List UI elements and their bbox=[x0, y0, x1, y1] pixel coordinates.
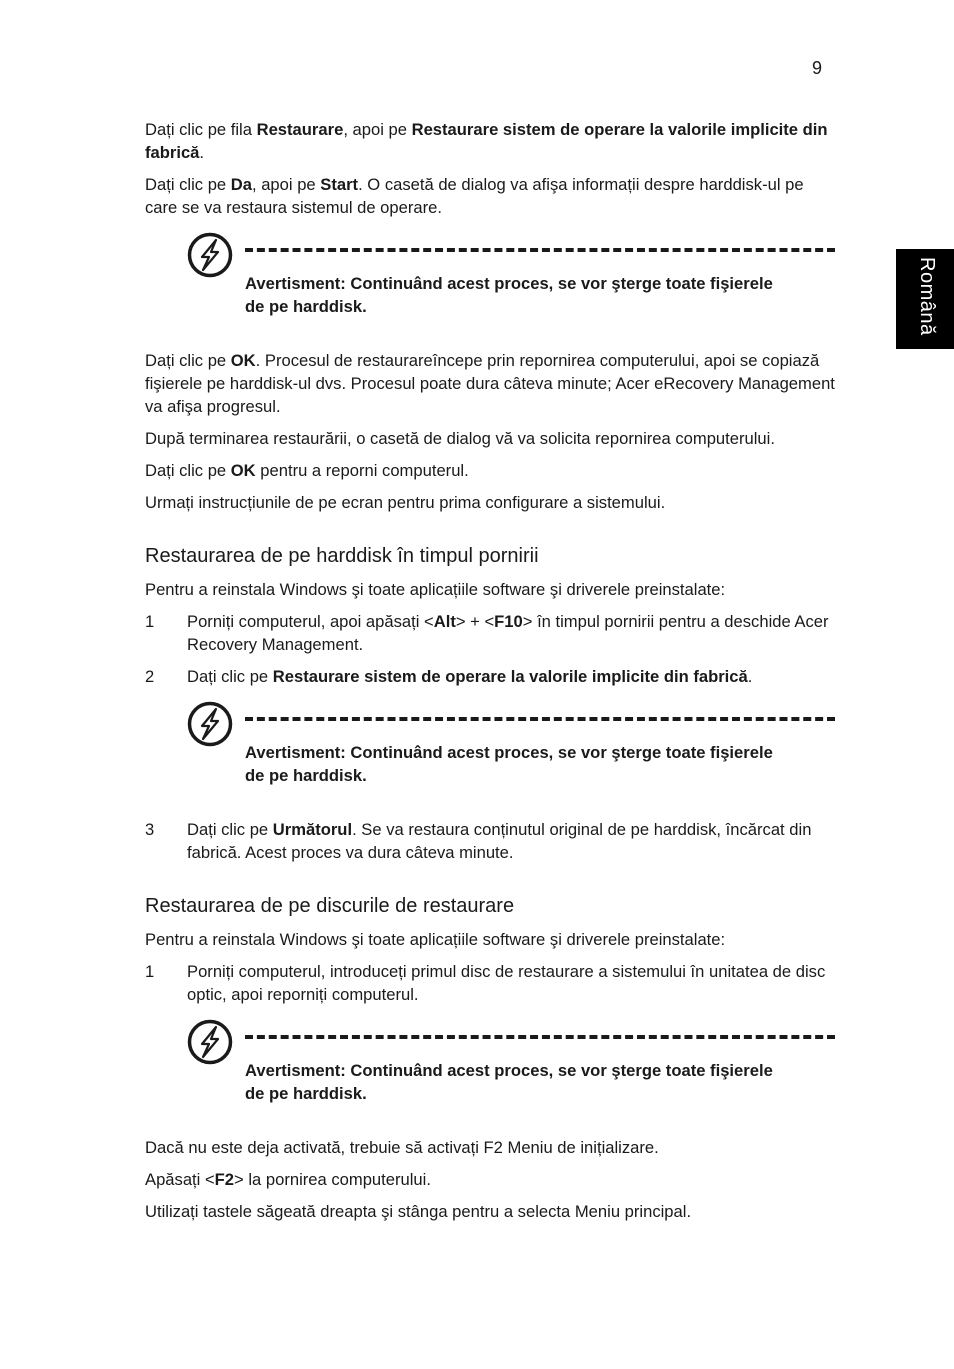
paragraph: Dați clic pe OK pentru a reporni computerul. bbox=[145, 461, 469, 480]
section-intro: Pentru a reinstala Windows şi toate aplicațiile software şi driverele preinstalate: bbox=[145, 580, 726, 599]
list-item bbox=[145, 610, 835, 656]
list-text: Dați clic pe Restaurare sistem de operare la valorile implicite din fabrică. bbox=[187, 667, 753, 686]
list-item bbox=[145, 665, 835, 688]
warning-text: Avertisment: Continuând acest proces, se vor şterge toate fişierele de pe harddisk. bbox=[245, 1061, 773, 1103]
list-text: Porniți computerul, introduceți primul disc de restaurare a sistemului în unitatea de disc optic, apoi reporniți computerul. bbox=[187, 962, 826, 1004]
paragraph: Dacă nu este deja activată, trebuie să activați F2 Meniu de inițializare. bbox=[145, 1138, 659, 1157]
language-tab-label: Română bbox=[916, 257, 938, 336]
warning-text: Avertisment: Continuând acest proces, se vor şterge toate fişierele de pe harddisk. bbox=[245, 743, 773, 785]
dashed-divider bbox=[245, 248, 835, 252]
page-number: 9 bbox=[812, 58, 823, 78]
list-number: 3 bbox=[145, 820, 155, 839]
list-item bbox=[145, 818, 835, 864]
list-number: 1 bbox=[145, 612, 155, 631]
dashed-divider bbox=[245, 717, 835, 721]
paragraph: Dați clic pe fila Restaurare, apoi pe Restaurare sistem de operare la valorile implicite din fabrică. bbox=[145, 120, 828, 162]
warning-box bbox=[145, 1019, 835, 1123]
warning-lightning-icon bbox=[187, 1019, 233, 1065]
warning-box bbox=[145, 701, 835, 805]
warning-lightning-icon bbox=[187, 232, 233, 278]
section-heading: Restaurarea de pe harddisk în timpul pornirii bbox=[145, 545, 539, 567]
language-tab bbox=[896, 249, 954, 349]
list-text: Dați clic pe Următorul. Se va restaura conținutul original de pe harddisk, încărcat din fabrică. Acest proces va dura câteva minute. bbox=[187, 820, 812, 862]
paragraph: Urmați instrucțiunile de pe ecran pentru prima configurare a sistemului. bbox=[145, 493, 666, 512]
paragraph: Utilizați tastele săgeată dreapta şi stânga pentru a selecta Meniu principal. bbox=[145, 1202, 692, 1221]
paragraph: Apăsați <F2> la pornirea computerului. bbox=[145, 1170, 431, 1189]
section-heading: Restaurarea de pe discurile de restaurare bbox=[145, 895, 515, 917]
paragraph: După terminarea restaurării, o casetă de dialog vă va solicita repornirea computerului. bbox=[145, 429, 775, 448]
warning-box bbox=[145, 232, 835, 336]
paragraph: Dați clic pe Da, apoi pe Start. O casetă de dialog va afişa informații despre harddisk-ul pe care se va restaura sistemul de operare. bbox=[145, 175, 804, 217]
list-item bbox=[145, 960, 835, 1006]
warning-text: Avertisment: Continuând acest proces, se vor şterge toate fişierele de pe harddisk. bbox=[245, 274, 773, 316]
list-text: Porniți computerul, apoi apăsați <Alt> + <F10> în timpul pornirii pentru a deschide Acer Recovery Management. bbox=[187, 612, 829, 654]
dashed-divider bbox=[245, 1035, 835, 1039]
list-number: 2 bbox=[145, 667, 155, 686]
warning-lightning-icon bbox=[187, 701, 233, 747]
paragraph: Dați clic pe OK. Procesul de restaurareîncepe prin repornirea computerului, apoi se copiază fişierele pe harddisk-ul dvs. Procesul poate dura câteva minute; Acer eRecovery Management va afişa progresul. bbox=[145, 351, 835, 416]
section-intro: Pentru a reinstala Windows şi toate aplicațiile software şi driverele preinstalate: bbox=[145, 930, 726, 949]
page-content bbox=[145, 118, 835, 1232]
list-number: 1 bbox=[145, 962, 155, 981]
